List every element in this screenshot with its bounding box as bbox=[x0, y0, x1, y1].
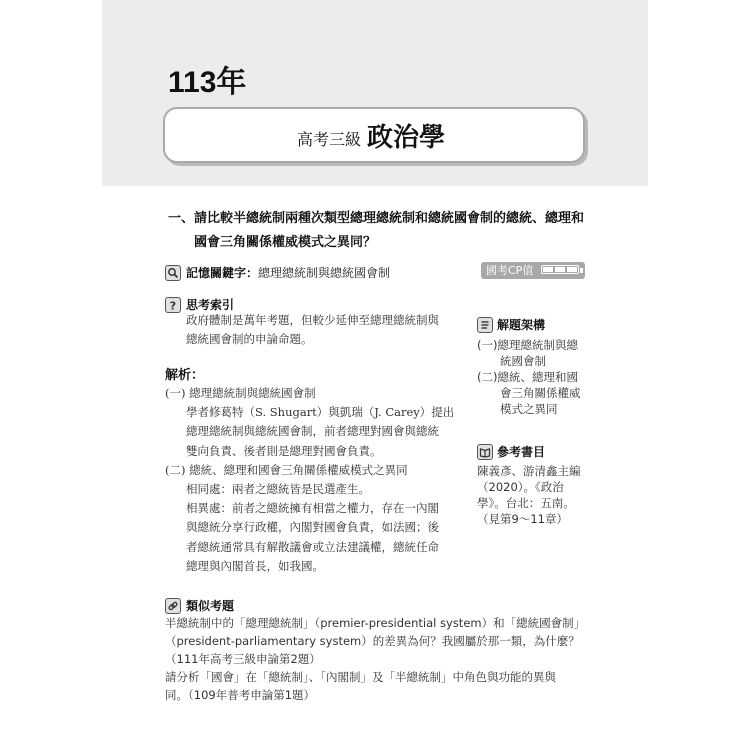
document-icon bbox=[477, 317, 493, 333]
question-number: 一、 bbox=[168, 211, 195, 226]
references-body bbox=[477, 463, 589, 527]
title-box bbox=[163, 107, 585, 163]
book-icon bbox=[477, 444, 493, 460]
similar-line: （president-parliamentary system）的差異為何？我國屬於那一類，為什麼？ bbox=[165, 634, 580, 648]
think-body bbox=[186, 311, 458, 349]
similar-line: 半總統制中的「總理總統制」（premier-presidential system）和「總統國會制」 bbox=[165, 616, 586, 630]
search-icon bbox=[165, 265, 181, 281]
cp-label: 國考CP值 bbox=[486, 264, 534, 277]
reference-line: （見第9～11章） bbox=[477, 512, 568, 526]
exam-year: 113年 bbox=[168, 66, 247, 99]
reference-line: （2020）。《政治 bbox=[477, 480, 564, 494]
think-line: 政府體制是萬年考題，但較少延伸至總理總統制與 bbox=[186, 313, 439, 327]
link-icon bbox=[165, 598, 181, 614]
similar-line: （111年高考三級申論第2題） bbox=[165, 652, 321, 666]
keyword-label: 記憶關鍵字： bbox=[186, 266, 259, 280]
analysis-line: 總理與內閣首長，如我國。 bbox=[186, 558, 324, 573]
analysis-line: 相異處：前者之總統擁有相當之權力，存在一內閣 bbox=[186, 501, 439, 516]
framework-line: 會三角關係權威 bbox=[477, 386, 581, 400]
analysis-body bbox=[165, 384, 461, 576]
question bbox=[168, 207, 593, 255]
reference-line: 陳義彥、游清鑫主編 bbox=[477, 464, 581, 478]
analysis-line: 雙向負責、後者則是總理對國會負責。 bbox=[186, 443, 382, 458]
keyword-text: 總理總統制與總統國會制 bbox=[258, 266, 391, 280]
framework-title: 解題架構 bbox=[497, 318, 546, 332]
think-line: 總統國會制的申論命題。 bbox=[186, 332, 313, 346]
framework-body bbox=[477, 337, 589, 417]
reference-line: 學》。台北：五南。 bbox=[477, 496, 575, 510]
references-title: 參考書目 bbox=[497, 445, 546, 459]
analysis-line: 學者修葛特（S. Shugart）與凱瑞（J. Carey）提出 bbox=[186, 405, 455, 420]
keyword-row bbox=[165, 262, 585, 280]
similar-title: 類似考題 bbox=[186, 599, 235, 613]
analysis-line: 者總統通常具有解散議會或立法建議權，總統任命 bbox=[186, 539, 439, 554]
framework-line: (二)總統、總理和國 bbox=[477, 370, 578, 384]
framework-heading bbox=[477, 314, 545, 333]
analysis-line: 總理總統制與總統國會制，前者總理對國會與總統 bbox=[186, 424, 439, 439]
subject-title: 政治學 bbox=[367, 123, 446, 153]
similar-line: 同。（109年普考申論第1題） bbox=[165, 688, 316, 702]
analysis-title: 解析： bbox=[165, 368, 205, 383]
think-title: 思考索引 bbox=[186, 298, 235, 312]
question-mark-icon bbox=[165, 297, 181, 313]
analysis-line: (一) 總理總統制與總統國會制 bbox=[165, 386, 316, 400]
analysis-line: 與總統分享行政權，內閣對國會負責，如法國；後 bbox=[186, 520, 439, 535]
analysis-line: 相同處：兩者之總統皆是民選產生。 bbox=[186, 482, 370, 497]
framework-line: 模式之異同 bbox=[477, 402, 558, 416]
exam-level: 高考三級 bbox=[297, 130, 362, 149]
framework-line: 統國會制 bbox=[477, 354, 546, 368]
analysis-line: (二) 總統、總理和國會三角關係權威模式之異同 bbox=[165, 462, 408, 477]
similar-body bbox=[165, 614, 595, 704]
battery-icon bbox=[541, 265, 579, 274]
svg-text:?: ? bbox=[169, 299, 177, 311]
similar-heading bbox=[165, 595, 234, 614]
question-text: 請比較半總統制兩種次類型總理總統制和總統國會制的總統、總理和國會三角關係權威模式之異同？ bbox=[194, 211, 585, 250]
framework-line: (一)總理總統制與總 bbox=[477, 338, 578, 352]
similar-line: 請分析「國會」在「總統制」、「內閣制」及「半總統制」中角色與功能的異與 bbox=[165, 670, 556, 684]
references-heading bbox=[477, 441, 545, 460]
cp-rating-badge bbox=[481, 262, 585, 279]
